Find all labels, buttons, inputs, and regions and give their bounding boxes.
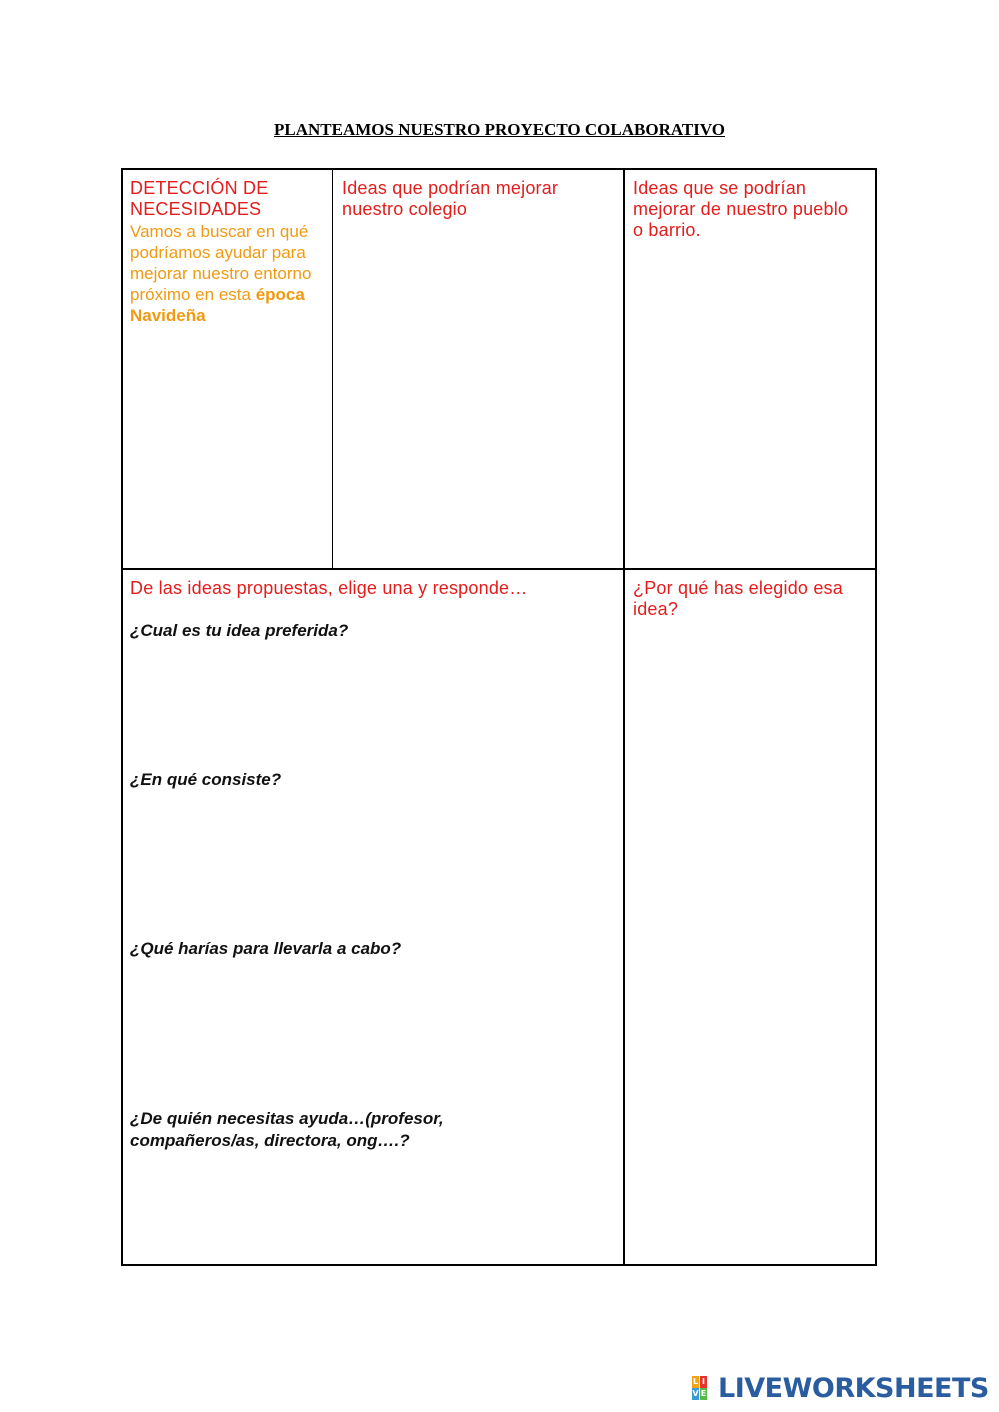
needs-description-bold: época Navideña [130,285,305,325]
table-col-divider-2 [623,168,625,1266]
town-ideas-cell [633,178,863,241]
needs-description-text: Vamos a buscar en qué podríamos ayudar para mejorar nuestro entorno próximo en esta [130,222,312,304]
question-who-helps-line1: ¿De quién necesitas ayuda…(profesor, [130,1109,444,1128]
table-border-left [121,168,123,1266]
logo-mark-letter-v: V [692,1389,699,1398]
school-ideas-cell [342,178,612,220]
table-row-divider [121,568,877,570]
needs-cell [130,178,328,326]
table-border-bottom [121,1264,877,1266]
town-ideas-label: Ideas que se podrían mejorar de nuestro pueblo o barrio. [633,178,849,240]
logo-mark-letter-e: E [700,1389,707,1398]
why-idea-label: ¿Por qué has elegido esa idea? [633,578,843,619]
liveworksheets-logo-text: LIVEWORKSHEETS [718,1372,989,1404]
table-border-right [875,168,877,1266]
page-title: PLANTEAMOS NUESTRO PROYECTO COLABORATIVO [273,120,725,139]
logo-mark-letter-i: I [700,1376,707,1388]
choose-idea-cell [130,578,615,599]
question-how-carry-out: ¿Qué harías para llevarla a cabo? [130,939,402,958]
choose-idea-label: De las ideas propuestas, elige una y responde… [130,578,528,598]
table-border-top [121,168,877,170]
why-idea-cell [633,578,863,620]
liveworksheets-logo-mark [690,1375,714,1401]
question-what-consists: ¿En qué consiste? [130,770,282,789]
needs-title: DETECCIÓN DE NECESIDADES [130,178,269,219]
logo-mark-letter-l: L [692,1377,699,1386]
needs-description [130,221,328,326]
school-ideas-label: Ideas que podrían mejorar nuestro colegio [342,178,559,219]
question-favorite-idea: ¿Cual es tu idea preferida? [130,621,349,640]
table-col-divider-1 [332,168,333,569]
liveworksheets-logo [690,1372,989,1404]
question-who-helps [130,1108,444,1152]
question-who-helps-line2: compañeros/as, directora, ong….? [130,1131,410,1150]
